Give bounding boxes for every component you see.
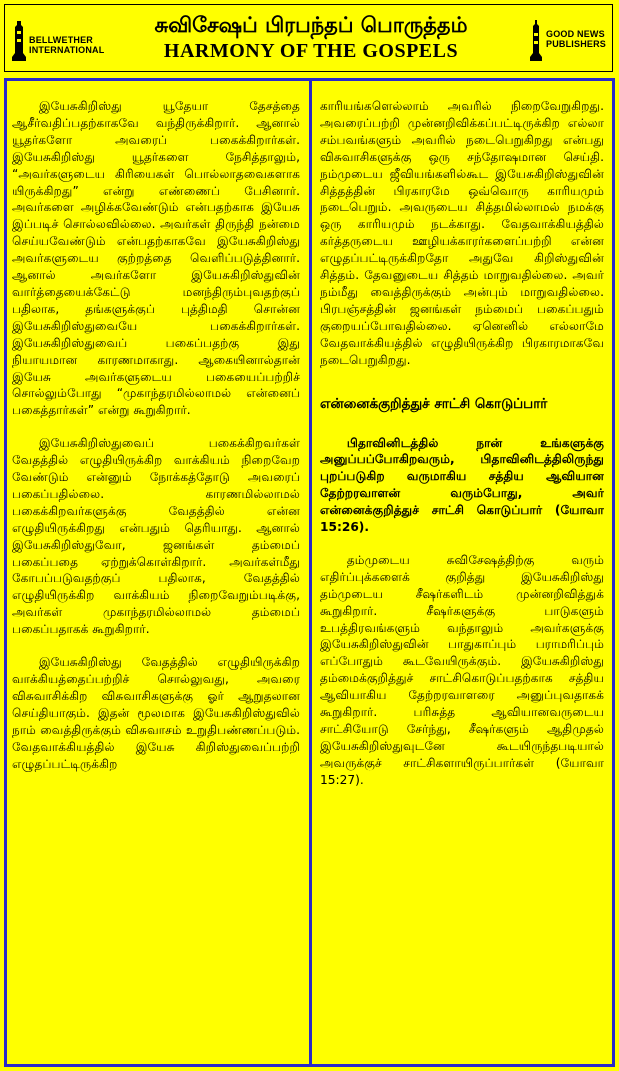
logo-right-line2: PUBLISHERS	[546, 39, 607, 49]
logo-right-text	[546, 29, 606, 49]
bell-icon	[11, 19, 27, 63]
tower-icon	[528, 19, 544, 63]
right-column	[320, 98, 604, 1060]
title-block	[105, 11, 517, 69]
left-paragraph-2: இயேசுகிறிஸ்துவைப் பகைக்கிறவர்கள் வேதத்தில் எழுதியிருக்கிற வாக்கியம் நிறைவேற வேண்டும் என்னும் நோக்கத்தோடு அவரைப் பகைப்பதில்லை. காரணமில்லாமல் பகைக்கிறவர்களுக்கு வேதத்தில் என்ன எழுதியிருக்கிறது என்பதும் தெரியாது. ஆனால் இயேசுகிறிஸ்துவோ, ஜனங்கள் தம்மைப் பகைப்பதை ஏற்றுக்கொள்கிறார். அவர்கள்மீது கோபப்படுவதற்குப் பதிலாக, வேதத்தில் எழுதியிருக்கிற வாக்கியம் நிறைவேறும்படிக்கு, அவர்கள் முகாந்தரமில்லாமல் தம்மைப் பகைப்பதாகக் கூறுகிறார்.	[12, 436, 300, 637]
left-paragraph-3: இயேசுகிறிஸ்து வேதத்தில் எழுதியிருக்கிற வாக்கியத்தைப்பற்றிச் சொல்லுவது, அவரை விசுவாசிக்கிற விசுவாசிகளுக்கு ஓர் ஆறுதலான செய்தியாகும். இதன் மூலமாக இயேசுகிறிஸ்துவில் நாம் வைத்திருக்கும் விசுவாசம் உறுதிபண்ணப்படும். வேதவாக்கியத்தில் இயேசு கிறிஸ்துவைப்பற்றி எழுதப்பட்டிருக்கிற	[12, 655, 300, 771]
right-paragraph-1: காரியங்களெல்லாம் அவரில் நிறைவேறுகிறது. அவரைப்பற்றி முன்னறிவிக்கப்பட்டிருக்கிற எல்லா சம்பவங்களும் அவரில் நடைபெறுகிறது என்பது விசுவாசிகளுக்கு ஒரு சந்தோஷமான செய்தி. நம்முடைய ஜீவியங்களில்கூட இயேசுகிறிஸ்துவின் சித்தத்தின் பிரகாரமே ஒவ்வொரு காரியமும் நடைபெறும். அவருடைய சித்தமில்லாமல் நமக்கு ஒரு காரியமும் நடக்காது. வேதவாக்கியத்தில் கர்த்தருடைய ஊழியக்காரர்களைப்பற்றி என்ன எழுதப்பட்டிருக்கிறதோ அதுவே கிறிஸ்துவின் சித்தம். தேவனுடைய சித்தம் மாறுவதில்லை. அவர் நம்மீது வைத்திருக்கும் அன்பும் மாறுவதில்லை. பிரபஞ்சத்தின் ஜனங்கள் நம்மைப் பகைப்பதும் குறையப்போவதில்லை. ஏனெனில் எல்லாமே வேதவாக்கியத்தில் எழுதியிருக்கிற பிரகாரமாகவே நடைபெறுகிறது.	[320, 99, 604, 367]
section-heading: என்னைக்குறித்துச் சாட்சி கொடுப்பார்	[320, 395, 548, 412]
title-tamil: சுவிசேஷப் பிரபந்தப் பொருத்தம்	[154, 13, 468, 37]
bellwether-logo	[11, 15, 105, 65]
logo-left-text	[29, 35, 104, 55]
logo-left-line2: INTERNATIONAL	[29, 45, 105, 55]
scripture-verse: பிதாவினிடத்தில் நான் உங்களுக்கு அனுப்பப்போகிறவரும், பிதாவினிடத்திலிருந்து புறப்படுகிற வருமாகிய சத்திய ஆவியான தேற்றரவாளன் வரும்போது, அவர் என்னைக்குறித்துச் சாட்சி கொடுப்பார் (யோவா 15:26).	[320, 435, 604, 535]
logo-right-line1: GOOD NEWS	[546, 29, 605, 39]
right-paragraph-2: தம்முடைய சுவிசேஷத்திற்கு வரும் எதிர்ப்புக்களைக் குறித்து இயேசுகிறிஸ்து தம்முடைய சீஷர்களிடம் முன்னறிவித்துக் கூறுகிறார். சீஷர்களுக்கு பாடுகளும் உபத்திரவங்களும் வந்தாலும் அவர்களுக்கு இயேசுகிறிஸ்துவின் பாதுகாப்பும் பராமரிப்பும் எப்போதும் கூடவேயிருக்கும். இயேசுகிறிஸ்து தம்மைக்குறித்துச் சாட்சிகொடுப்பதற்காக சத்திய ஆவியாகிய தேற்றரவாளரை அனுப்புவதாகக் கூறுகிறார். பரிசுத்த ஆவியானவருடைய சாட்சியோடு சேர்ந்து, சீஷர்களும் ஆதிமுதல் இயேசுகிறிஸ்துவுடனே கூடயிருந்தபடியால் அவருக்குச் சாட்சிகளாயிருப்பார்கள் (யோவா 15:27).	[320, 552, 604, 787]
header	[4, 4, 613, 72]
logo-left-line1: BELLWETHER	[29, 35, 93, 45]
title-english: HARMONY OF THE GOSPELS	[163, 40, 459, 62]
left-paragraph-1: இயேசுகிறிஸ்து யூதேயா தேசத்தை ஆசீர்வதிப்பதற்காகவே வந்திருக்கிறார். ஆனால் யூதர்களோ அவரைப் பகைக்கிறார்கள். இயேசுகிறிஸ்து யூதர்களை நேசித்தாலும், “அவர்களுடைய கிரியைகள் பொல்லாதவைகளாக யிருக்கிறது” என்று எண்ணைப் பேசினார். அவர்களை அழிக்கவேண்டும் என்பதற்காக இயேசு இப்படிச் சொல்லவில்லை. அவர்கள் திருந்தி நன்மை செய்யவேண்டும் என்பதற்காகவே இயேசுகிறிஸ்து அவர்களுடைய குற்றத்தை வெளிப்படுத்தினார். ஆனால் அவர்களோ இயேசுகிறிஸ்துவின் வார்த்தையைக்கேட்டு மனந்திரும்புவதற்குப் பதிலாக, தங்களுக்குப் புத்திமதி சொன்ன இயேசுகிறிஸ்துவையே பகைக்கிறார்கள். இயேசுகிறிஸ்துவைப் பகைப்பதற்கு இது நியாயமான காரணமாகாது. ஆகையினால்தான் இயேசு அவர்களுடைய பகையைப்பற்றிச் சொல்லும்போது “முகாந்தரமில்லாமல் என்னைப் பகைத்தார்கள்” என்று கூறுகிறார்.	[12, 99, 300, 418]
left-column	[12, 98, 300, 1060]
column-divider	[309, 78, 312, 1067]
good-news-logo	[528, 15, 606, 65]
